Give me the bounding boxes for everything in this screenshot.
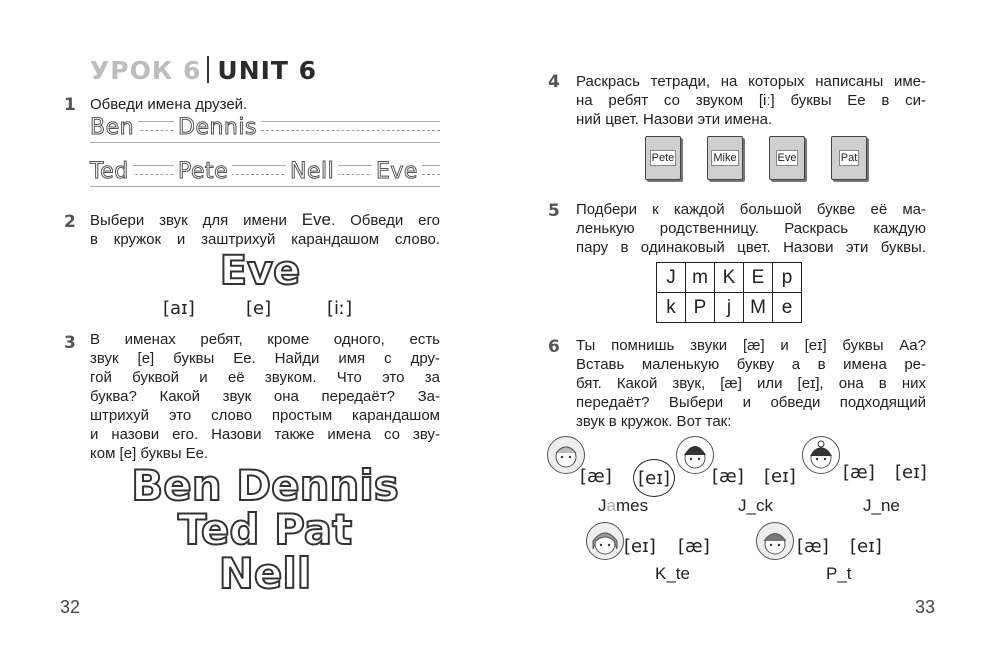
- letter-cell[interactable]: m: [686, 263, 715, 293]
- task-3-text: В именах ребят, кроме одного, есть звук [e] буквы Ee. Найди имя с дру- гой буквой и её звуком. Что это за буква? Какой звук она передаёт? За- штрихуй это слово простым карандашом и назови его. Назови также имена со зву- ком [e] буквы Ee.: [90, 331, 440, 462]
- sound-option[interactable]: [æ]: [712, 466, 744, 487]
- letter-cell[interactable]: P: [686, 293, 715, 323]
- page-title: [90, 56, 317, 85]
- outline-word-eve[interactable]: Eve: [219, 248, 301, 294]
- trace-name[interactable]: Pete: [174, 159, 232, 184]
- sound-option[interactable]: [iː]: [327, 298, 353, 319]
- trace-name[interactable]: Eve: [372, 159, 422, 184]
- outline-names-line[interactable]: Ted Pat: [177, 505, 353, 554]
- outline-names: [90, 461, 440, 598]
- letter-cell[interactable]: J: [657, 263, 686, 293]
- child-name: P_t: [826, 564, 852, 583]
- sound-option[interactable]: [eɪ]: [764, 466, 796, 487]
- task-4-text: Раскрась тетради, на которых написаны име- на ребят со звуком [iː] буквы Ee в си- ний цвет. Назови эти имена.: [576, 73, 926, 128]
- letter-cell[interactable]: p: [773, 263, 802, 293]
- sound-option-circled[interactable]: [eɪ]: [633, 459, 675, 497]
- sound-option[interactable]: [eɪ]: [624, 536, 656, 557]
- letter-cell[interactable]: E: [744, 263, 773, 293]
- child-face-icon: [802, 436, 840, 474]
- sound-option[interactable]: [æ]: [678, 536, 710, 557]
- letter-cell[interactable]: j: [715, 293, 744, 323]
- notebooks-row: [645, 136, 867, 180]
- sound-option[interactable]: [aɪ]: [163, 298, 195, 319]
- task-1-number: 1: [64, 95, 76, 115]
- task-5-number: 5: [548, 201, 560, 221]
- notebook[interactable]: Eve: [769, 136, 805, 180]
- trace-name[interactable]: Nell: [286, 159, 338, 184]
- task-2-number: 2: [64, 212, 76, 232]
- child-face-icon: [756, 522, 794, 560]
- letter-cell[interactable]: e: [773, 293, 802, 323]
- letter-cell[interactable]: K: [715, 263, 744, 293]
- page-number-left: 32: [60, 597, 81, 617]
- letter-cell[interactable]: k: [657, 293, 686, 323]
- task-2-text: Выбери звук для имени Eve. Обведи его в кружок и заштрихуй карандашом слово.: [90, 210, 440, 248]
- child-name: James: [598, 496, 649, 515]
- letter-cell[interactable]: M: [744, 293, 773, 323]
- task-1-text: Обведи имена друзей.: [90, 96, 248, 113]
- outline-names-line[interactable]: Nell: [218, 549, 312, 598]
- task-6-text: Ты помнишь звуки [æ] и [eɪ] буквы Aa? Вставь маленькую букву a в имена ре- бят. Какой звук, [æ] или [eɪ], она в них передаёт? Выбери и обведи подходящий звук в кружок. Вот так:: [576, 337, 926, 430]
- task-6-number: 6: [548, 337, 560, 357]
- task-3-number: 3: [64, 333, 76, 353]
- trace-name[interactable]: Ben: [90, 115, 138, 140]
- trace-name[interactable]: Ted: [90, 159, 133, 184]
- trace-name[interactable]: Dennis: [174, 115, 261, 140]
- child-face-icon: [676, 436, 714, 474]
- title-english: UNIT 6: [217, 56, 318, 85]
- task-4-number: 4: [548, 72, 560, 92]
- letter-grid: [656, 262, 802, 323]
- notebook[interactable]: Pat: [831, 136, 867, 180]
- sound-option[interactable]: [eɪ]: [850, 536, 882, 557]
- tracing-lines: [90, 115, 440, 193]
- sound-option[interactable]: [æ]: [797, 536, 829, 557]
- title-divider: [207, 56, 209, 83]
- outline-names-line[interactable]: Ben Dennis: [131, 461, 399, 510]
- child-name: K_te: [655, 564, 690, 583]
- child-name: J_ck: [738, 496, 773, 515]
- task-5-text: Подбери к каждой большой букве её ма- ленькую родственницу. Раскрась каждую пару в одинаковый цвет. Назови эти буквы.: [576, 201, 926, 256]
- sound-option[interactable]: [æ]: [843, 462, 875, 483]
- page-number-right: 33: [915, 597, 936, 617]
- child-name: J_ne: [863, 496, 900, 515]
- notebook[interactable]: Pete: [645, 136, 681, 180]
- sound-option[interactable]: [e]: [246, 298, 272, 319]
- sound-option[interactable]: [æ]: [580, 466, 612, 487]
- title-russian: УРОК 6: [90, 56, 202, 85]
- sound-option[interactable]: [eɪ]: [895, 462, 927, 483]
- notebook[interactable]: Mike: [707, 136, 743, 180]
- child-face-icon: [586, 522, 624, 560]
